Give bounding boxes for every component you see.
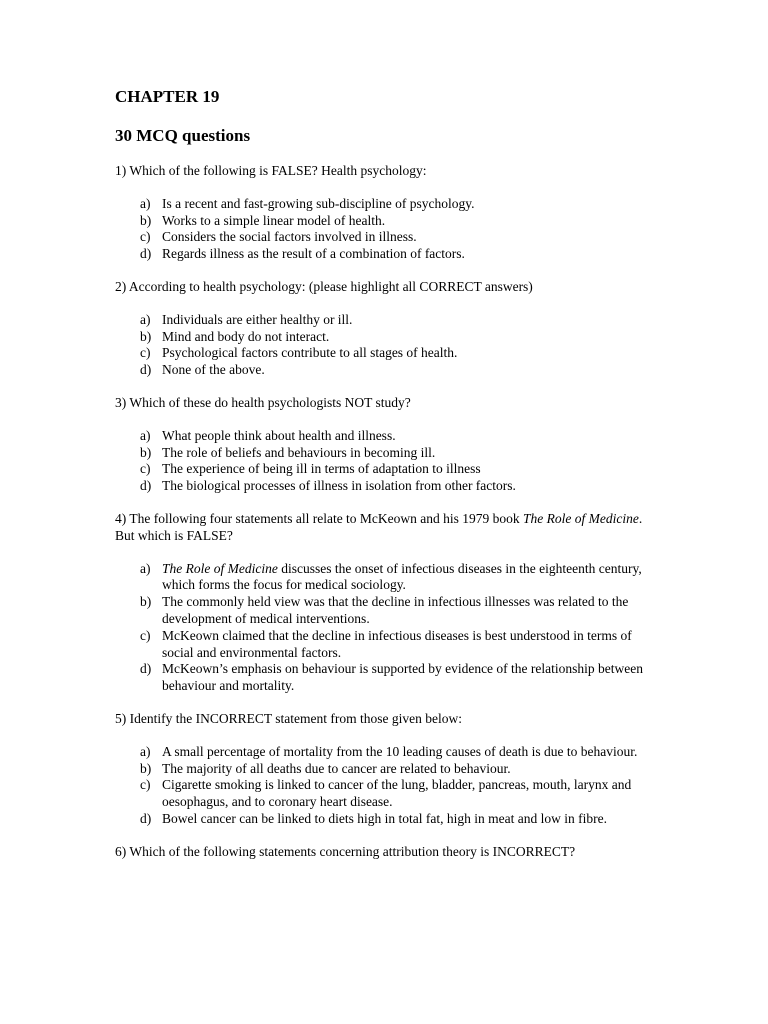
question-text: 2) According to health psychology: (please highlight all CORRECT answers)	[115, 278, 533, 294]
question-4	[115, 511, 655, 695]
option-b	[115, 594, 655, 628]
option-c	[115, 628, 655, 662]
option-d	[115, 811, 655, 828]
book-title: The Role of Medicine	[523, 510, 639, 526]
option-letter: a)	[140, 560, 151, 576]
option-text: What people think about health and illness.	[162, 427, 396, 443]
option-letter: d)	[140, 810, 152, 826]
option-text: Cigarette smoking is linked to cancer of the lung, bladder, pancreas, mouth, larynx and oesophagus, and to coronary heart disease.	[162, 777, 632, 810]
option-text: The experience of being ill in terms of adaptation to illness	[162, 461, 481, 477]
option-text: Mind and body do not interact.	[162, 328, 330, 344]
option-text: Is a recent and fast-growing sub-discipline of psychology.	[162, 195, 475, 211]
question-text: 5) Identify the INCORRECT statement from those given below:	[115, 710, 462, 726]
option-letter: c)	[140, 627, 151, 643]
option-letter: b)	[140, 760, 152, 776]
option-d	[115, 246, 655, 263]
option-text: McKeown’s emphasis on behaviour is supported by evidence of the relationship between behaviour and mortality.	[162, 661, 644, 694]
question-5	[115, 711, 655, 828]
option-b	[115, 213, 655, 230]
option-list	[115, 561, 655, 695]
option-text: None of the above.	[162, 362, 265, 378]
option-letter: b)	[140, 212, 152, 228]
question-text-start: 4) The following four statements all relate to McKeown and his 1979 book	[115, 510, 524, 526]
option-text: The role of beliefs and behaviours in becoming ill.	[162, 444, 436, 460]
option-letter: b)	[140, 594, 152, 610]
option-text: Psychological factors contribute to all stages of health.	[162, 345, 458, 361]
question-text-end: . But which is FALSE?	[115, 510, 643, 543]
option-text: Individuals are either healthy or ill.	[162, 311, 353, 327]
option-text: discusses the onset of infectious diseases in the eighteenth century, which forms the focus for medical sociology.	[162, 560, 642, 593]
option-letter: b)	[140, 328, 152, 344]
option-b	[115, 761, 655, 778]
option-c	[115, 345, 655, 362]
question-text: 3) Which of these do health psychologists NOT study?	[115, 394, 411, 410]
option-a	[115, 196, 655, 213]
option-letter: a)	[140, 743, 151, 759]
option-letter: a)	[140, 427, 151, 443]
option-text: Considers the social factors involved in illness.	[162, 229, 417, 245]
question-2	[115, 279, 655, 379]
option-letter: c)	[140, 461, 151, 477]
option-text: Regards illness as the result of a combination of factors.	[162, 246, 465, 262]
option-b	[115, 329, 655, 346]
option-d	[115, 478, 655, 495]
option-b	[115, 445, 655, 462]
option-text: Works to a simple linear model of health.	[162, 212, 386, 228]
book-title: The Role of Medicine	[162, 560, 278, 576]
question-3	[115, 395, 655, 495]
option-text: The biological processes of illness in isolation from other factors.	[162, 478, 516, 494]
question-list	[115, 163, 655, 877]
option-c	[115, 777, 655, 811]
option-text: A small percentage of mortality from the 10 leading causes of death is due to behaviour.	[162, 743, 638, 759]
option-letter: c)	[140, 345, 151, 361]
option-a	[115, 561, 655, 595]
option-text: McKeown claimed that the decline in infectious diseases is best understood in terms of social and environmental factors.	[162, 627, 632, 660]
question-1	[115, 163, 655, 263]
option-d	[115, 661, 655, 695]
option-letter: b)	[140, 444, 152, 460]
option-text: The commonly held view was that the decline in infectious illnesses was related to the development of medical interventions.	[162, 594, 629, 626]
option-letter: a)	[140, 311, 151, 327]
option-letter: c)	[140, 777, 151, 793]
option-list	[115, 744, 655, 828]
chapter-title: CHAPTER 19	[115, 87, 220, 106]
option-list	[115, 428, 655, 495]
option-letter: c)	[140, 229, 151, 245]
option-a	[115, 312, 655, 329]
option-letter: a)	[140, 195, 151, 211]
option-letter: d)	[140, 362, 152, 378]
option-letter: d)	[140, 478, 152, 494]
option-letter: d)	[140, 661, 152, 677]
question-text: 6) Which of the following statements concerning attribution theory is INCORRECT?	[115, 843, 576, 859]
option-letter: d)	[140, 246, 152, 262]
section-subtitle: 30 MCQ questions	[115, 126, 251, 145]
option-list	[115, 312, 655, 379]
option-text: The majority of all deaths due to cancer are related to behaviour.	[162, 760, 511, 776]
option-d	[115, 362, 655, 379]
question-text	[115, 511, 655, 545]
option-c	[115, 461, 655, 478]
option-text: Bowel cancer can be linked to diets high in total fat, high in meat and low in fibre.	[162, 810, 607, 826]
option-a	[115, 428, 655, 445]
option-c	[115, 229, 655, 246]
option-a	[115, 744, 655, 761]
question-text: 1) Which of the following is FALSE? Health psychology:	[115, 163, 427, 178]
question-6	[115, 844, 655, 861]
option-list	[115, 196, 655, 263]
